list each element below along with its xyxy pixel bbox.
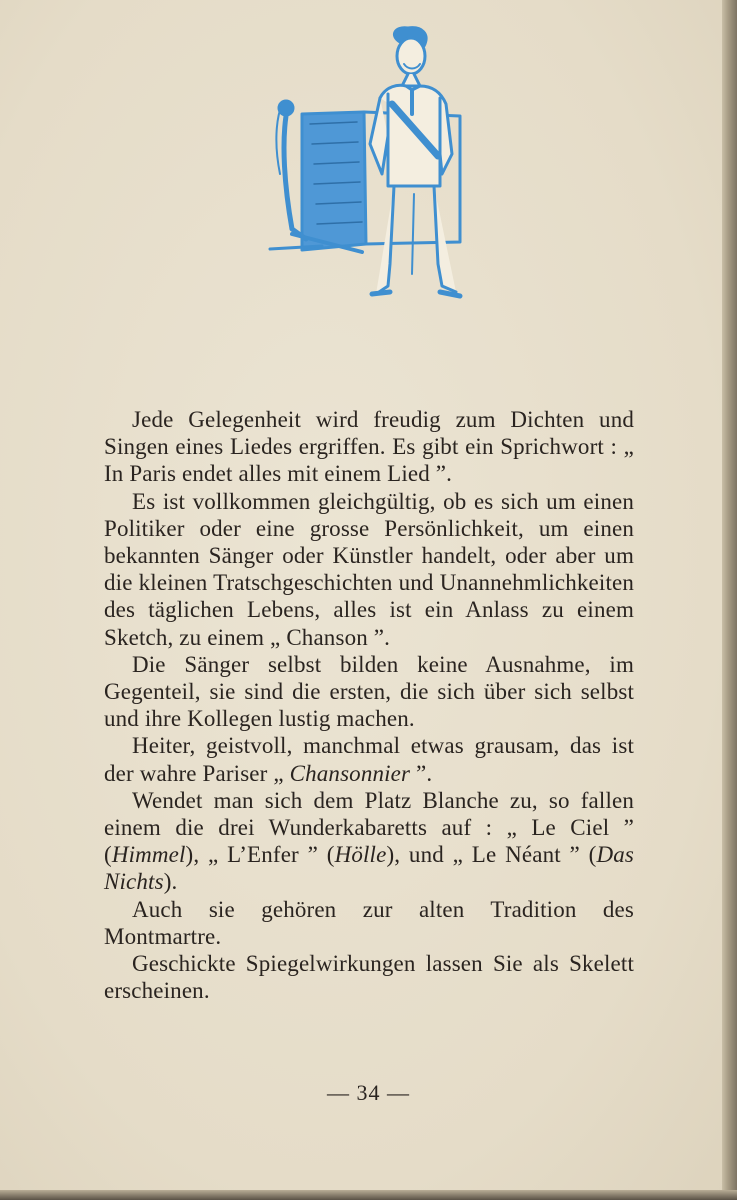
- italic-text: Hölle: [334, 842, 387, 868]
- text-run: ).: [163, 869, 178, 895]
- paragraph: [104, 488, 634, 651]
- text-run: Die Sänger selbst bilden keine Ausnahme, im Gegenteil, sie sind die ersten, die sich über sich selbst und ihre Kollegen lustig machen.: [104, 651, 634, 732]
- text-run: Auch sie gehören zur alten Tradition des Montmartre.: [104, 896, 634, 949]
- text-run: Geschickte Spiegelwirkungen lassen Sie als Skelett erscheinen.: [104, 951, 634, 1004]
- italic-text: Das Nichts: [104, 842, 634, 895]
- italic-text: Himmel: [111, 842, 186, 868]
- text-run: Wendet man sich dem Platz Blanche zu, so fallen einem die drei Wunderkabaretts auf : „ Le Ciel ” (: [104, 787, 634, 868]
- singer-at-piano-illustration: [262, 24, 472, 304]
- paragraph: [104, 896, 634, 950]
- paragraph: [104, 787, 634, 896]
- paragraph: [104, 406, 634, 488]
- paragraph: [104, 950, 634, 1004]
- paragraph: [104, 651, 634, 733]
- page-number: — 34 —: [327, 1080, 410, 1105]
- text-run: Es ist vollkommen gleichgültig, ob es sich um einen Politiker oder eine grosse Persönlichkeit, um einen bekannten Sänger oder Künstler handelt, oder aber um die kleinen Tratschgeschichten und Unannehmlichkeiten des täglichen Lebens, alles ist ein Anlass zu einem Sketch, zu einem „ Chanson ”.: [104, 488, 634, 650]
- paragraph: [104, 732, 634, 786]
- text-run: Jede Gelegenheit wird freudig zum Dichten und Singen eines Liedes ergriffen. Es gibt ein Sprichwort : „ In Paris endet alles mit einem Lied ”.: [104, 407, 634, 487]
- text-run: ), und „ Le Néant ” (: [386, 842, 597, 868]
- body-text: [104, 406, 634, 1004]
- text-run: Heiter, geistvoll, manchmal etwas grausam, das ist der wahre Pariser „: [104, 733, 634, 786]
- text-run: ”.: [410, 760, 433, 786]
- page-bottom-edge: [0, 1190, 737, 1200]
- italic-text: Chansonnier: [289, 760, 411, 786]
- book-spine-shadow: [722, 0, 737, 1200]
- singer-drawing: [370, 28, 460, 296]
- text-run: ), „ L’Enfer ” (: [185, 842, 335, 868]
